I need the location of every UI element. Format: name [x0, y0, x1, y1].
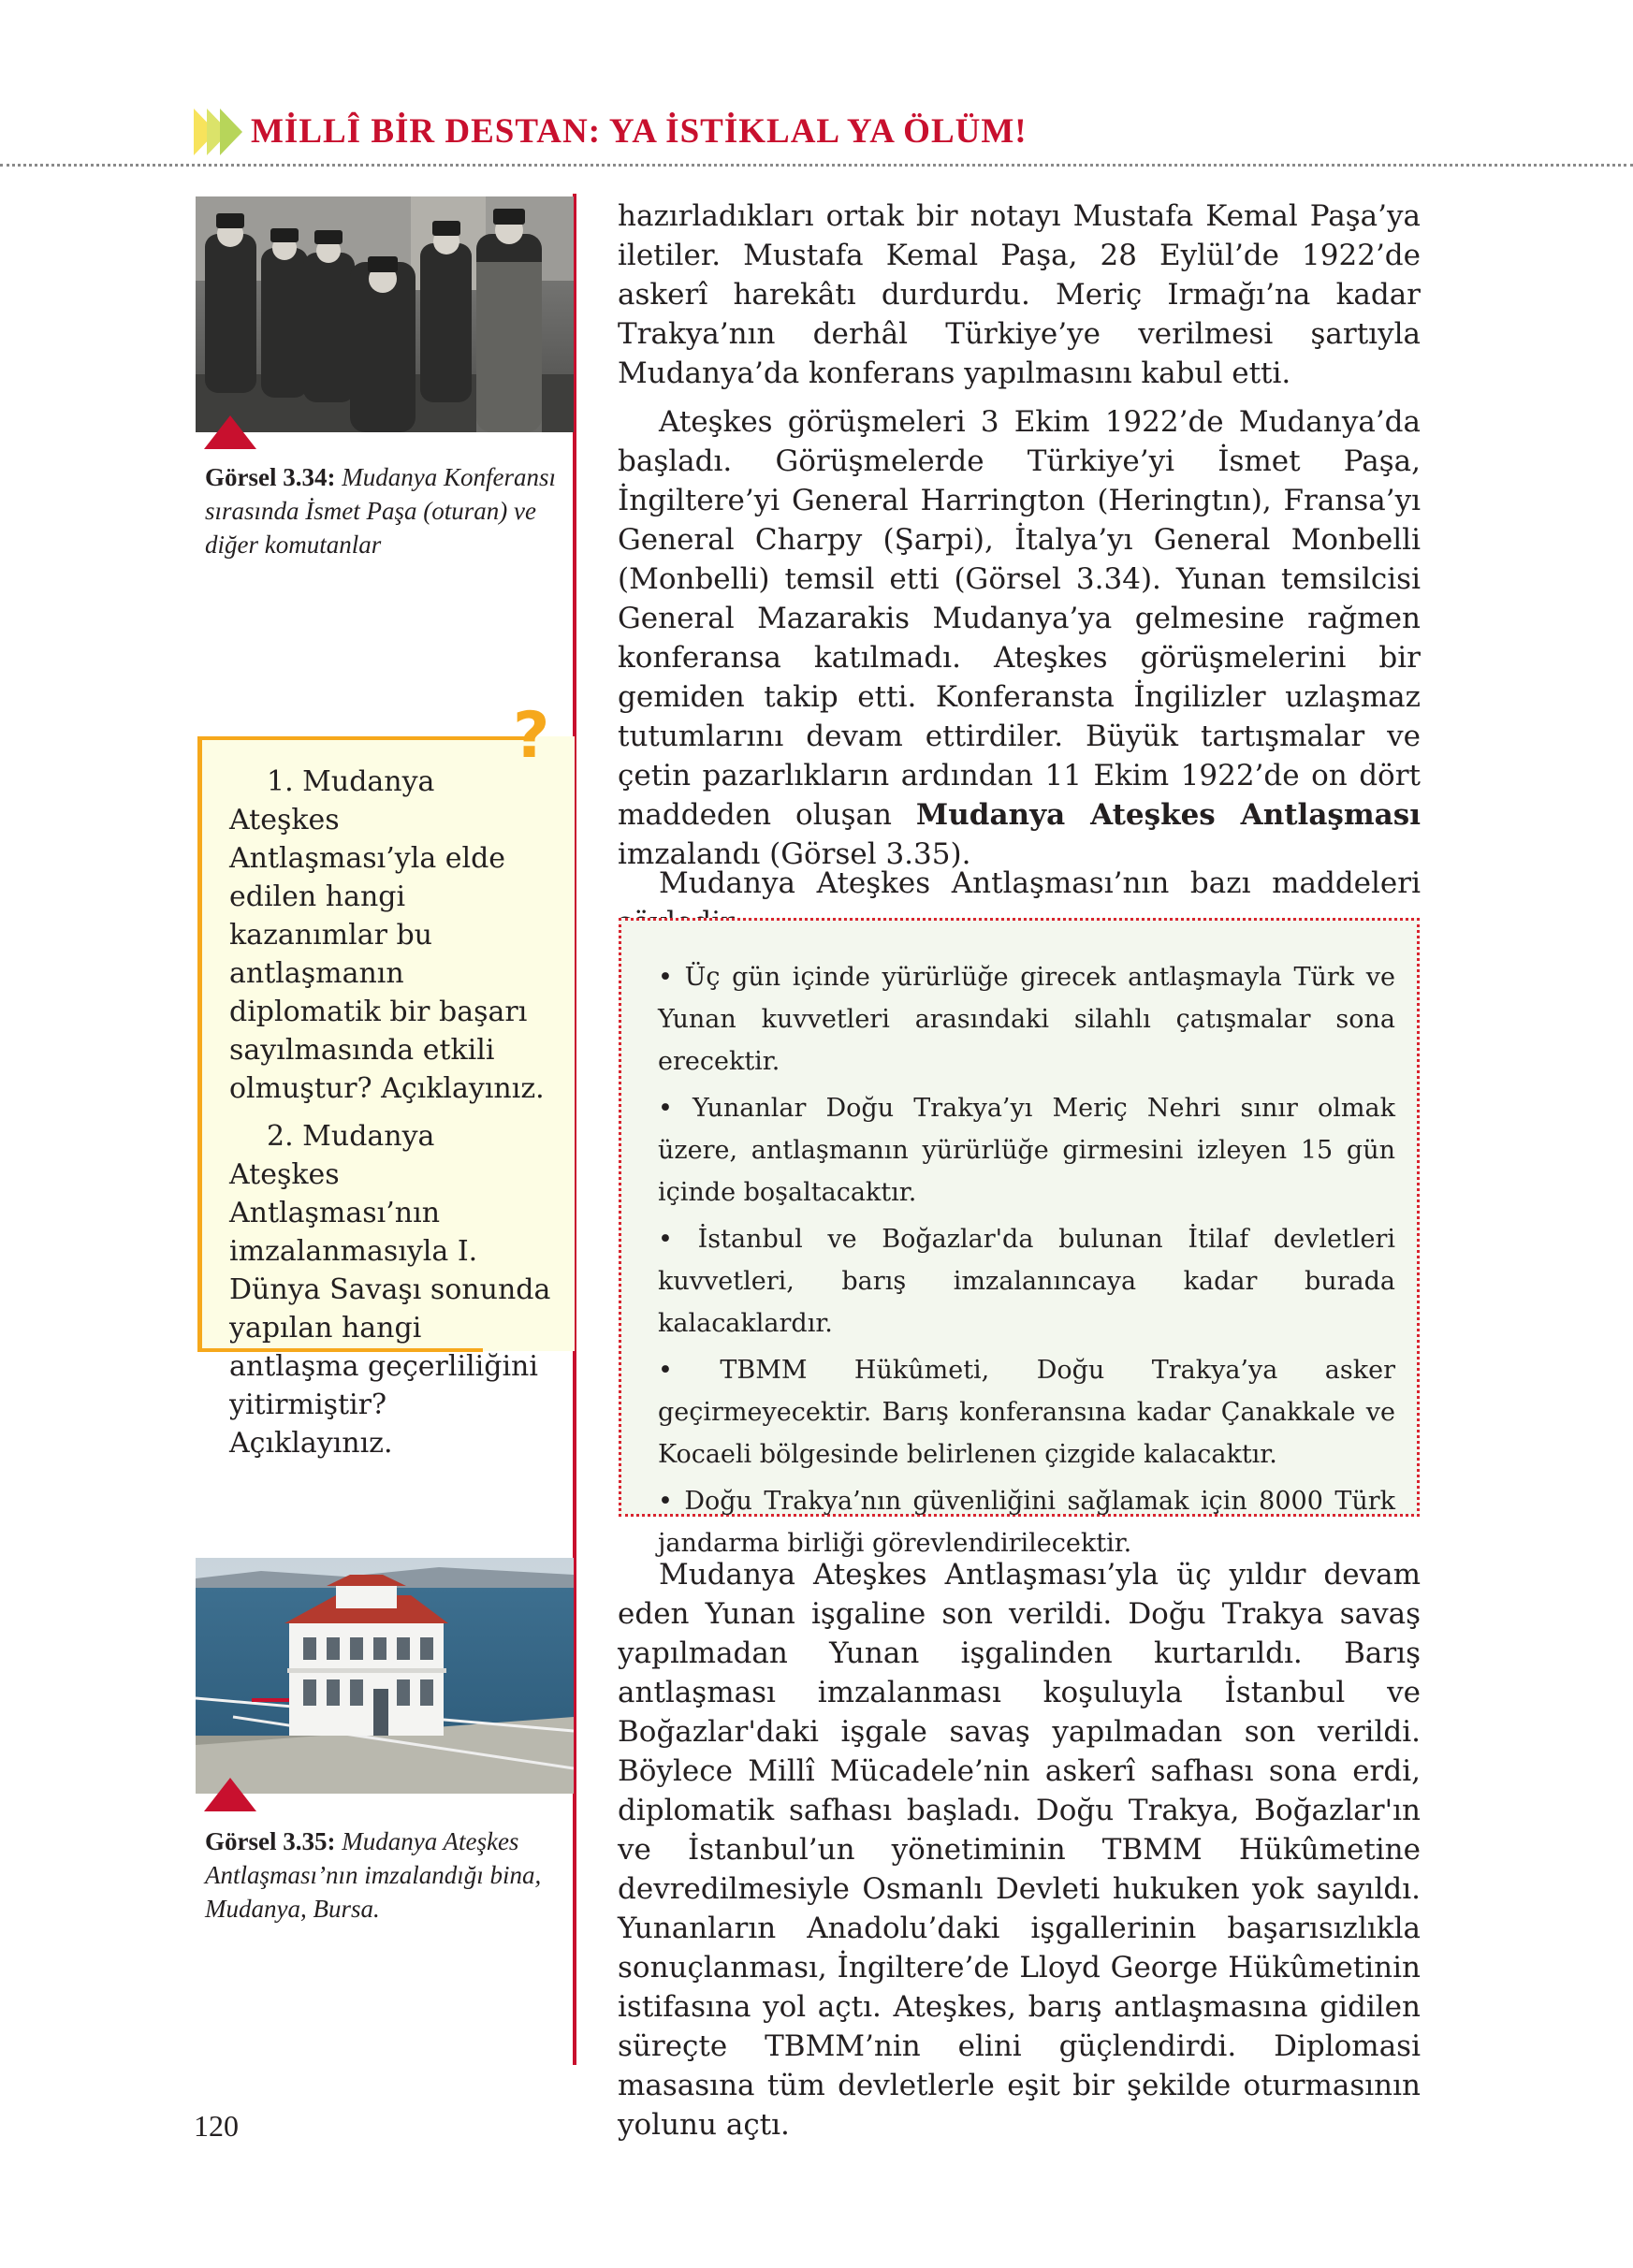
paragraph-text: hazırladıkları ortak bir notayı Mustafa Kemal Paşa’ya iletiler. Mustafa Kemal Paşa, 28 Eylül’de 1922’de askerî harekâtı durdurdu. Meriç Irmağı’na kadar Trakya’nın derhâl Türkiye’ye verilmesi şartıyla Mudanya’da konferans yapılmasını kabul etti. — [618, 199, 1421, 390]
figure-caption-text: Mudanya Konferansı sırasında İsmet Paşa (oturan) ve diğer komutanlar — [205, 463, 556, 559]
body-paragraph — [618, 402, 1421, 874]
figure-marker-icon — [204, 415, 256, 449]
chapter-title: MİLLÎ BİR DESTAN: YA İSTİKLAL YA ÖLÜM! — [251, 112, 1028, 151]
text-run: imzalandı (Görsel 3.35). — [618, 837, 971, 871]
figure-3-34-caption — [205, 460, 561, 561]
paragraph-text: Mudanya Ateşkes Antlaşması’yla üç yıldır devam eden Yunan işgaline son verildi. Doğu Trakya savaş yapılmadan Yunan işgalinden kurtarıldı. Barış antlaşması imzalanması koşuluyla İstanbul ve Boğazlar'daki işgale savaş yapılmadan son verildi. Böylece Millî Mücadele’nin askerî safhası sona erdi, diplomatik safhası başladı. Doğu Trakya, Boğazlar'ın ve İstanbul’un yönetiminin TBMM Hükûmetine devredilmesiyle Osmanlı Devleti hukuken yok sayıldı. Yunanların Anadolu’daki işgallerinin başarısızlıkla sonuçlanması, İngiltere’de Lloyd George Hükûmetinin istifasına yol açtı. Ateşkes, barış antlaşmasına gidilen süreçte TBMM’nin elini güçlendirdi. Diplomasi masasına tüm devletlerle eşit bir şekilde oturmasının yolunu açtı. — [618, 1558, 1421, 2142]
mudanya-conference-photo — [196, 196, 574, 432]
body-paragraph — [618, 1555, 1421, 2144]
mudanya-building-photo — [196, 1558, 574, 1794]
figure-marker-icon — [204, 1778, 256, 1811]
chapter-arrow-icon — [194, 109, 242, 155]
figure-label: Görsel 3.35: — [205, 1827, 336, 1855]
question-item: 2. Mudanya Ateşkes Antlaşması’nın imzalanmasıyla I. Dünya Savaşı sonunda yapılan hangi antlaşma geçerliliğini yitirmiştir? Açıklayınız. — [229, 1120, 551, 1460]
list-item: • Doğu Trakya’nın güvenliğini sağlamak için 8000 Türk jandarma birliği görevlendirilecektir. — [658, 1487, 1395, 1558]
body-paragraph — [618, 196, 1421, 393]
text-run: Ateşkes görüşmeleri 3 Ekim 1922’de Mudanya’da başladı. Görüşmelerde Türkiye’yi İsmet Paşa, İngiltere’yi General Harrington (Heringtın), Fransa’yı General Charpy (Şarpi), İtalya’yı General Monbelli (Monbelli) temsil etti (Görsel 3.34). Yunan temsilcisi General Mazarakis Mudanya’ya gelmesine rağmen konferansa katılmadı. Ateşkes görüşmelerini bir gemiden takip etti. Konferansta İngilizler uzlaşmaz tutumlarını devam ettirdiler. Büyük tartışmalar ve çetin pazarlıkların ardından 11 Ekim 1922’de on dört maddeden oluşan — [618, 405, 1421, 832]
question-item: 1. Mudanya Ateşkes Antlaşması’yla elde edilen hangi kazanımlar bu antlaşmanın diplomatik bir başarı sayılmasında etkili olmuştur? Açıklayınız. — [229, 765, 545, 1105]
figure-3-35-caption — [205, 1825, 565, 1926]
page-number: 120 — [194, 2109, 239, 2143]
question-mark-icon: ? — [513, 699, 550, 773]
question-list — [229, 763, 552, 1472]
list-item: • İstanbul ve Boğazlar'da bulunan İtilaf devletleri kuvvetleri, barış imzalanıncaya kadar burada kalacaklardır. — [658, 1225, 1395, 1338]
treaty-name-bold: Mudanya Ateşkes Antlaşması — [915, 798, 1421, 832]
list-item: • Üç gün içinde yürürlüğe girecek antlaşmayla Türk ve Yunan kuvvetleri arasındaki silahlı çatışmalar sona erecektir. — [658, 963, 1395, 1076]
figure-caption-text: Mudanya Ateşkes Antlaşması’nın imzalandığı bina, Mudanya, Bursa. — [205, 1827, 542, 1923]
list-item: • Yunanlar Doğu Trakya’yı Meriç Nehri sınır olmak üzere, antlaşmanın yürürlüğe girmesini izleyen 15 gün içinde boşaltacaktır. — [658, 1094, 1395, 1207]
paragraph-text — [618, 402, 1421, 874]
list-item: • TBMM Hükûmeti, Doğu Trakya’ya asker geçirmeyecektir. Barış konferansına kadar Çanakkale ve Kocaeli bölgesinde belirlenen çizgide kalacaktır. — [658, 1356, 1395, 1469]
paragraph-text: Mudanya Ateşkes Antlaşması’nın bazı maddeleri — [659, 866, 1421, 900]
figure-label: Görsel 3.34: — [205, 463, 336, 491]
header-divider — [0, 164, 1633, 167]
question-box-top-rule — [197, 736, 525, 740]
treaty-articles-list — [658, 956, 1395, 1569]
